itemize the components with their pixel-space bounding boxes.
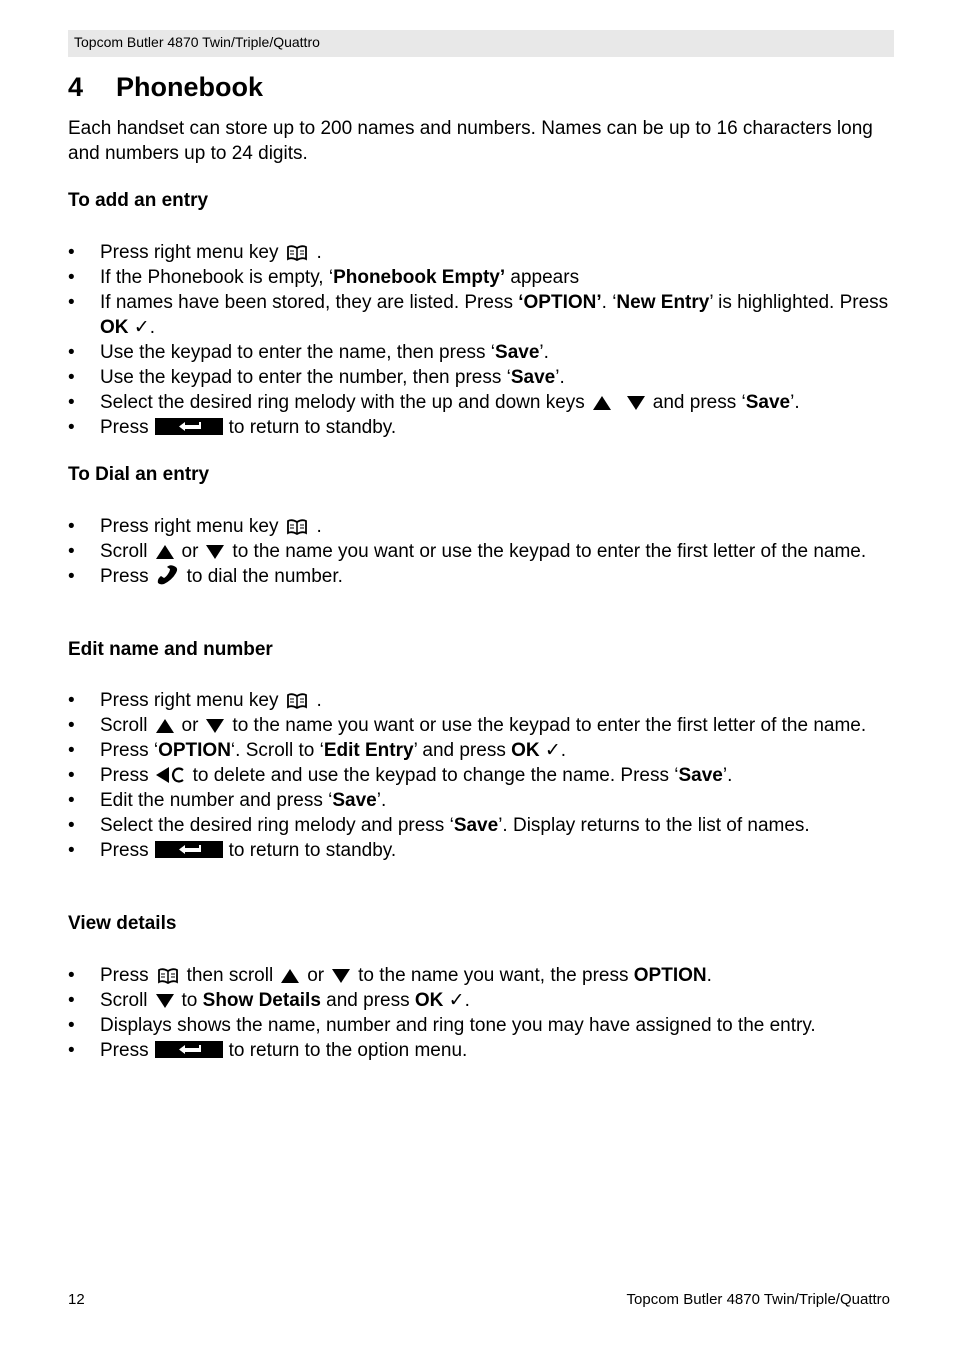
bullet: • xyxy=(68,1015,75,1036)
bullet: • xyxy=(68,815,75,836)
text: ’. xyxy=(539,342,549,363)
text: to the name you want or use the keypad to enter the first letter of the name. xyxy=(232,715,867,736)
list-item xyxy=(68,688,898,713)
chapter-number: 4 xyxy=(68,72,84,102)
text: . xyxy=(316,516,322,537)
text: appears xyxy=(505,267,580,288)
chapter-heading xyxy=(68,72,263,103)
text: to xyxy=(181,990,203,1011)
list-item xyxy=(68,415,898,440)
bullet: • xyxy=(68,840,75,861)
header-title: Topcom Butler 4870 Twin/Triple/Quattro xyxy=(74,34,320,50)
text: . xyxy=(706,965,712,986)
bold-text: Edit Entry xyxy=(323,740,414,761)
bullet: • xyxy=(68,690,75,711)
bold-text: OPTION xyxy=(158,740,231,761)
section-title-add-entry: To add an entry xyxy=(68,190,209,211)
text: Press xyxy=(100,765,149,786)
text: Press xyxy=(100,840,149,861)
text: to return to the option menu. xyxy=(228,1040,468,1061)
back-key-icon xyxy=(155,841,223,858)
text: Press xyxy=(100,1040,149,1061)
text: ✓. xyxy=(128,317,155,338)
text: Select the desired ring melody with the up and down keys xyxy=(100,392,585,413)
text: ’. xyxy=(790,392,800,413)
text: Press right menu key xyxy=(100,516,279,537)
bold-text: New Entry xyxy=(616,292,710,313)
dial-entry-list xyxy=(68,514,898,589)
add-entry-list xyxy=(68,240,898,440)
text: to dial the number. xyxy=(186,566,343,587)
text: ✓. xyxy=(539,740,567,761)
list-item xyxy=(68,963,898,988)
bullet: • xyxy=(68,740,75,761)
bold-text: Save xyxy=(678,765,723,786)
back-key-icon xyxy=(155,418,223,435)
bold-text: Save xyxy=(453,815,499,836)
arrow-down-icon xyxy=(332,969,350,983)
bold-text: OK xyxy=(414,990,444,1011)
text: Press right menu key xyxy=(100,242,279,263)
text: to delete and use the keypad to change the name. Press ‘ xyxy=(192,765,679,786)
text: ✓. xyxy=(443,990,470,1011)
text: Press right menu key xyxy=(100,690,279,711)
text: and press xyxy=(320,990,415,1011)
bullet: • xyxy=(68,292,75,313)
text: ’ is highlighted. Press xyxy=(709,292,889,313)
bullet: • xyxy=(68,990,75,1011)
text: or xyxy=(181,715,199,736)
list-item xyxy=(68,788,898,813)
list-item xyxy=(68,240,898,265)
bullet: • xyxy=(68,516,75,537)
section-title-view-details: View details xyxy=(68,913,177,934)
text: ’. Display returns to the list of names. xyxy=(498,815,810,836)
bullet: • xyxy=(68,965,75,986)
text: and press ‘ xyxy=(652,392,746,413)
chapter-title: Phonebook xyxy=(116,72,263,102)
page-number: 12 xyxy=(68,1291,85,1308)
list-item xyxy=(68,564,898,589)
text: . xyxy=(316,242,322,263)
list-item xyxy=(68,713,898,738)
book-icon xyxy=(286,693,308,709)
bullet: • xyxy=(68,367,75,388)
list-item xyxy=(68,539,898,564)
bullet: • xyxy=(68,342,75,363)
list-item xyxy=(68,1038,898,1063)
bold-text: OK xyxy=(100,317,129,338)
arrow-down-icon xyxy=(156,994,174,1008)
bullet: • xyxy=(68,417,75,438)
text: Press xyxy=(100,566,149,587)
text: then scroll xyxy=(186,965,274,986)
text: ‘. Scroll to ‘ xyxy=(230,740,324,761)
book-icon xyxy=(286,519,308,535)
book-icon xyxy=(286,245,308,261)
text: to return to standby. xyxy=(228,417,397,438)
bold-text: Save xyxy=(495,342,540,363)
bullet: • xyxy=(68,790,75,811)
text: Press ‘ xyxy=(100,740,159,761)
text: ’. xyxy=(555,367,565,388)
arrow-up-icon xyxy=(156,545,174,559)
list-item xyxy=(68,514,898,539)
bold-text: OK xyxy=(511,740,540,761)
list-item xyxy=(68,838,898,863)
bold-text: Phonebook Empty’ xyxy=(333,267,506,288)
text: . ‘ xyxy=(601,292,617,313)
list-item xyxy=(68,813,898,838)
bold-text: OPTION xyxy=(633,965,707,986)
text: Scroll xyxy=(100,990,148,1011)
arrow-up-icon xyxy=(156,719,174,733)
bold-text: Save xyxy=(332,790,377,811)
bold-text: Show Details xyxy=(202,990,321,1011)
back-key-icon xyxy=(155,1041,223,1058)
list-item xyxy=(68,365,898,390)
arrow-up-icon xyxy=(281,969,299,983)
bullet: • xyxy=(68,541,75,562)
bullet: • xyxy=(68,765,75,786)
list-item xyxy=(68,988,898,1013)
text: Press xyxy=(100,417,149,438)
section-title-dial-entry: To Dial an entry xyxy=(68,464,210,485)
text: Use the keypad to enter the name, then press ‘ xyxy=(100,342,496,363)
book-icon xyxy=(157,968,179,984)
arrow-up-icon xyxy=(593,396,611,410)
text: Use the keypad to enter the number, then press ‘ xyxy=(100,367,511,388)
text: Displays shows the name, number and ring tone you may have assigned to the entry. xyxy=(100,1015,816,1036)
delete-key-icon xyxy=(155,766,187,784)
list-item xyxy=(68,1013,898,1038)
text: If names have been stored, they are listed. Press xyxy=(100,292,519,313)
phone-handset-icon xyxy=(155,565,181,585)
arrow-down-icon xyxy=(206,545,224,559)
bullet: • xyxy=(68,267,75,288)
list-item xyxy=(68,265,898,290)
list-item xyxy=(68,738,898,763)
list-item xyxy=(68,763,898,788)
intro-paragraph: Each handset can store up to 200 names and numbers. Names can be up to 16 characters long and numbers up to 24 digits. xyxy=(68,118,873,164)
text: Scroll xyxy=(100,541,148,562)
text: to the name you want, the press xyxy=(358,965,634,986)
text: Scroll xyxy=(100,715,148,736)
edit-list xyxy=(68,688,898,863)
text: or xyxy=(181,541,199,562)
text: Select the desired ring melody and press ‘ xyxy=(100,815,454,836)
text: to the name you want or use the keypad to enter the first letter of the name. xyxy=(232,541,867,562)
text: to return to standby. xyxy=(228,840,397,861)
text: or xyxy=(307,965,325,986)
list-item xyxy=(68,340,898,365)
footer-title: Topcom Butler 4870 Twin/Triple/Quattro xyxy=(626,1291,890,1308)
list-item xyxy=(68,290,898,340)
bullet: • xyxy=(68,242,75,263)
bullet: • xyxy=(68,566,75,587)
bold-text: Save xyxy=(510,367,556,388)
text: ’. xyxy=(376,790,387,811)
arrow-down-icon xyxy=(206,719,224,733)
text: . xyxy=(316,690,322,711)
text: ’. xyxy=(722,765,733,786)
text: Edit the number and press ‘ xyxy=(100,790,333,811)
text: ’ and press xyxy=(413,740,512,761)
page-header xyxy=(68,30,894,57)
bold-text: Save xyxy=(745,392,791,413)
bullet: • xyxy=(68,392,75,413)
section-title-edit: Edit name and number xyxy=(68,639,273,660)
arrow-down-icon xyxy=(627,396,645,410)
list-item xyxy=(68,390,898,415)
bullet: • xyxy=(68,715,75,736)
text: Press xyxy=(100,965,149,986)
bullet: • xyxy=(68,1040,75,1061)
bold-text: ‘OPTION’ xyxy=(518,292,602,313)
text: If the Phonebook is empty, ‘ xyxy=(100,267,334,288)
view-details-list xyxy=(68,963,898,1063)
